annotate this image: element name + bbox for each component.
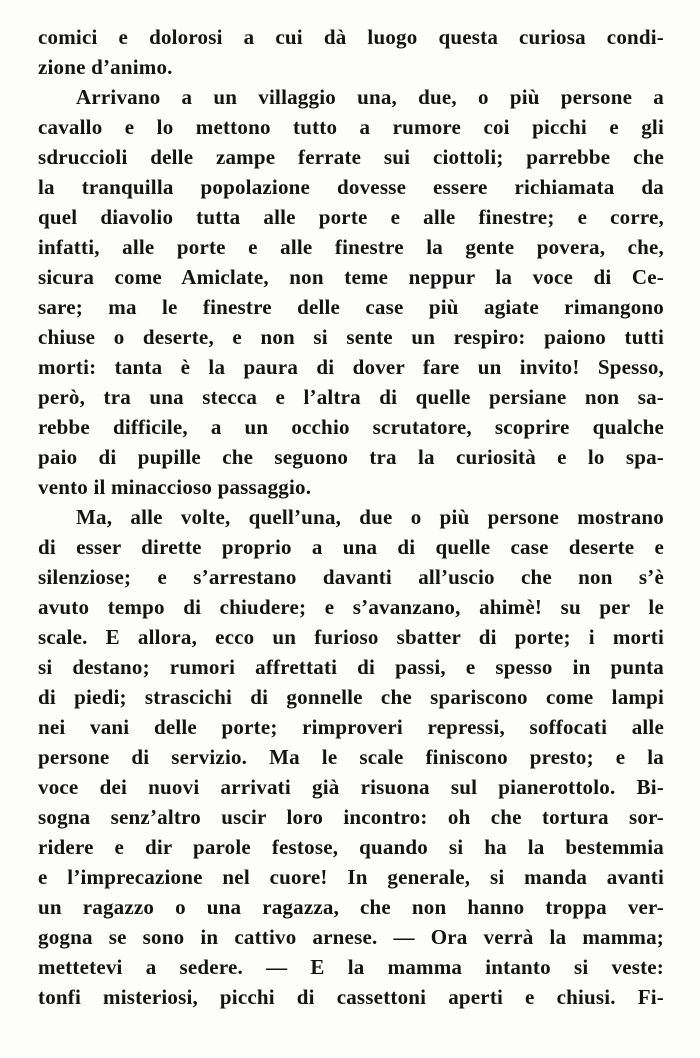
text-line: paio di pupille che seguono tra la curiosità e lo spa- <box>38 445 664 469</box>
text-line: Ma, alle volte, quell’una, due o più persone mostrano <box>76 505 664 529</box>
text-line: vento il minaccioso passaggio. <box>38 475 312 499</box>
text-line: sogna senz’altro uscir loro incontro: oh che tortura sor- <box>38 805 664 829</box>
text-line: di piedi; strascichi di gonnelle che spariscono come lampi <box>38 685 664 709</box>
text-line: sdruccioli delle zampe ferrate sui ciottoli; parrebbe che <box>38 145 664 169</box>
text-line: gogna se sono in cattivo arnese. — Ora verrà la mamma; <box>38 925 664 949</box>
text-line: rebbe difficile, a un occhio scrutatore, scoprire qualche <box>38 415 664 439</box>
text-line: ridere e dir parole festose, quando si ha la bestemmia <box>38 835 664 859</box>
text-line: un ragazzo o una ragazza, che non hanno troppa ver- <box>38 895 664 919</box>
text-line: e l’imprecazione nel cuore! In generale, si manda avanti <box>38 865 664 889</box>
text-line: persone di servizio. Ma le scale finiscono presto; e la <box>38 745 664 769</box>
text-line: la tranquilla popolazione dovesse essere richiamata da <box>38 175 664 199</box>
text-line: però, tra una stecca e l’altra di quelle persiane non sa- <box>38 385 664 409</box>
text-line: silenziose; e s’arrestano davanti all’uscio che non s’è <box>38 565 664 589</box>
text-line: si destano; rumori affrettati di passi, e spesso in punta <box>38 655 664 679</box>
text-line: comici e dolorosi a cui dà luogo questa curiosa condi- <box>38 25 664 49</box>
text-line: scale. E allora, ecco un furioso sbatter di porte; i morti <box>38 625 664 649</box>
text-line: avuto tempo di chiudere; e s’avanzano, ahimè! su per le <box>38 595 664 619</box>
text-line: di esser dirette proprio a una di quelle case deserte e <box>38 535 664 559</box>
text-line: quel diavolio tutta alle porte e alle finestre; e corre, <box>38 205 664 229</box>
text-line: tonfi misteriosi, picchi di cassettoni aperti e chiusi. Fi- <box>38 985 664 1009</box>
text-block <box>38 22 664 1012</box>
text-line: sare; ma le finestre delle case più agiate rimangono <box>38 295 664 319</box>
text-line: mettetevi a sedere. — E la mamma intanto si veste: <box>38 955 664 979</box>
text-line: chiuse o deserte, e non si sente un respiro: paiono tutti <box>38 325 664 349</box>
text-line: voce dei nuovi arrivati già risuona sul pianerottolo. Bi- <box>38 775 664 799</box>
text-line: zione d’animo. <box>38 55 173 79</box>
text-line: sicura come Amiclate, non teme neppur la voce di Ce- <box>38 265 664 289</box>
text-line: nei vani delle porte; rimproveri repressi, soffocati alle <box>38 715 664 739</box>
text-line: cavallo e lo mettono tutto a rumore coi picchi e gli <box>38 115 664 139</box>
text-line: morti: tanta è la paura di dover fare un invito! Spesso, <box>38 355 664 379</box>
text-line: Arrivano a un villaggio una, due, o più persone a <box>76 85 664 109</box>
text-line: infatti, alle porte e alle finestre la gente povera, che, <box>38 235 664 259</box>
